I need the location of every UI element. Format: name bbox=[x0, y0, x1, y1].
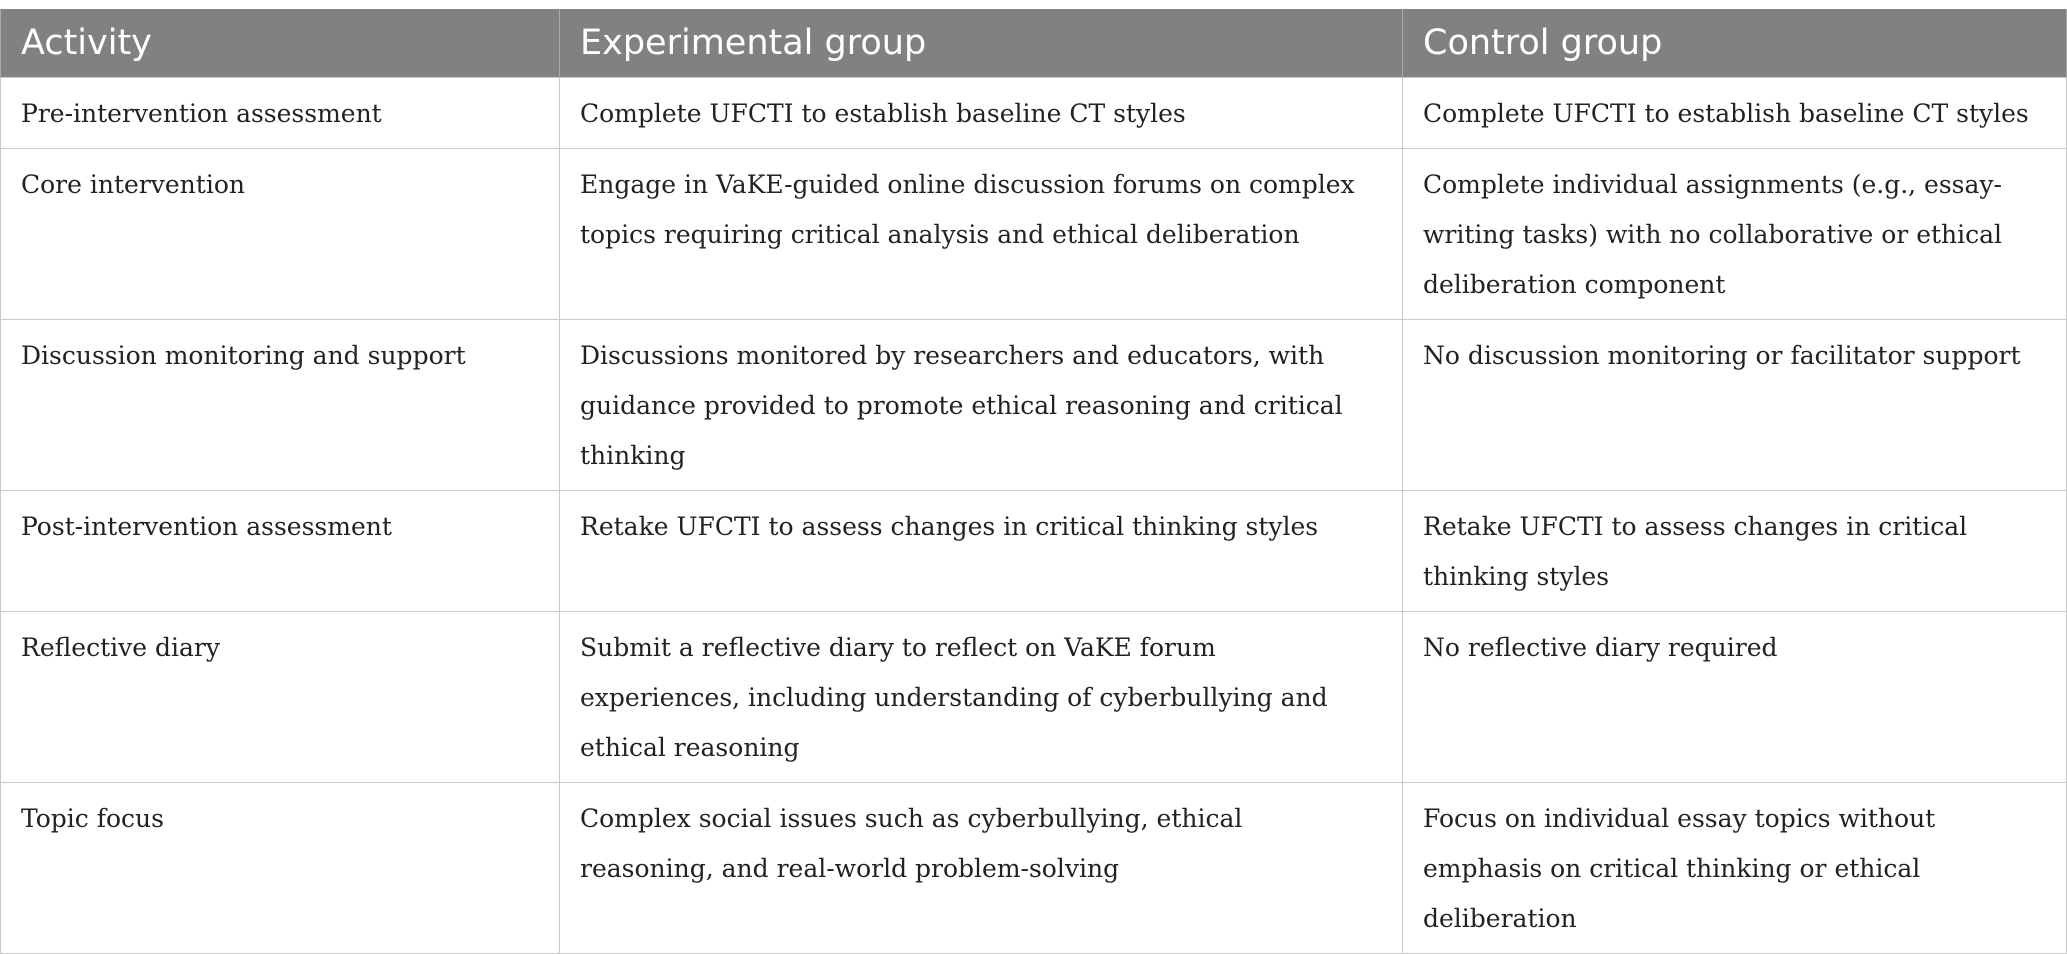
cell-experimental: Engage in VaKE-guided online discussion forums on complex topics requiring critical analysis and ethical deliberation bbox=[560, 149, 1403, 320]
cell-control: No discussion monitoring or facilitator support bbox=[1403, 320, 2067, 491]
cell-control: Focus on individual essay topics without emphasis on critical thinking or ethical deliberation bbox=[1403, 783, 2067, 954]
cell-activity: Discussion monitoring and support bbox=[1, 320, 560, 491]
cell-experimental: Submit a reflective diary to reflect on VaKE forum experiences, including understanding of cyberbullying and ethical reasoning bbox=[560, 612, 1403, 783]
cell-activity: Pre-intervention assessment bbox=[1, 78, 560, 149]
cell-experimental: Complex social issues such as cyberbullying, ethical reasoning, and real-world problem-solving bbox=[560, 783, 1403, 954]
cell-experimental: Discussions monitored by researchers and educators, with guidance provided to promote ethical reasoning and critical thinking bbox=[560, 320, 1403, 491]
header-control-group: Control group bbox=[1403, 9, 2067, 78]
cell-activity: Core intervention bbox=[1, 149, 560, 320]
comparison-table-container bbox=[0, 9, 2066, 954]
table-row bbox=[1, 783, 2067, 954]
comparison-table bbox=[0, 9, 2067, 954]
header-row bbox=[1, 9, 2067, 78]
table-row bbox=[1, 149, 2067, 320]
table-body bbox=[1, 78, 2067, 954]
cell-activity: Reflective diary bbox=[1, 612, 560, 783]
table-row bbox=[1, 78, 2067, 149]
cell-activity: Topic focus bbox=[1, 783, 560, 954]
cell-control: Complete UFCTI to establish baseline CT styles bbox=[1403, 78, 2067, 149]
cell-control: Retake UFCTI to assess changes in critical thinking styles bbox=[1403, 491, 2067, 612]
table-header bbox=[1, 9, 2067, 78]
cell-control: No reflective diary required bbox=[1403, 612, 2067, 783]
table-row bbox=[1, 491, 2067, 612]
cell-experimental: Retake UFCTI to assess changes in critical thinking styles bbox=[560, 491, 1403, 612]
table-row bbox=[1, 612, 2067, 783]
header-experimental-group: Experimental group bbox=[560, 9, 1403, 78]
cell-activity: Post-intervention assessment bbox=[1, 491, 560, 612]
cell-control: Complete individual assignments (e.g., essay-writing tasks) with no collaborative or ethical deliberation component bbox=[1403, 149, 2067, 320]
cell-experimental: Complete UFCTI to establish baseline CT styles bbox=[560, 78, 1403, 149]
header-activity: Activity bbox=[1, 9, 560, 78]
table-row bbox=[1, 320, 2067, 491]
